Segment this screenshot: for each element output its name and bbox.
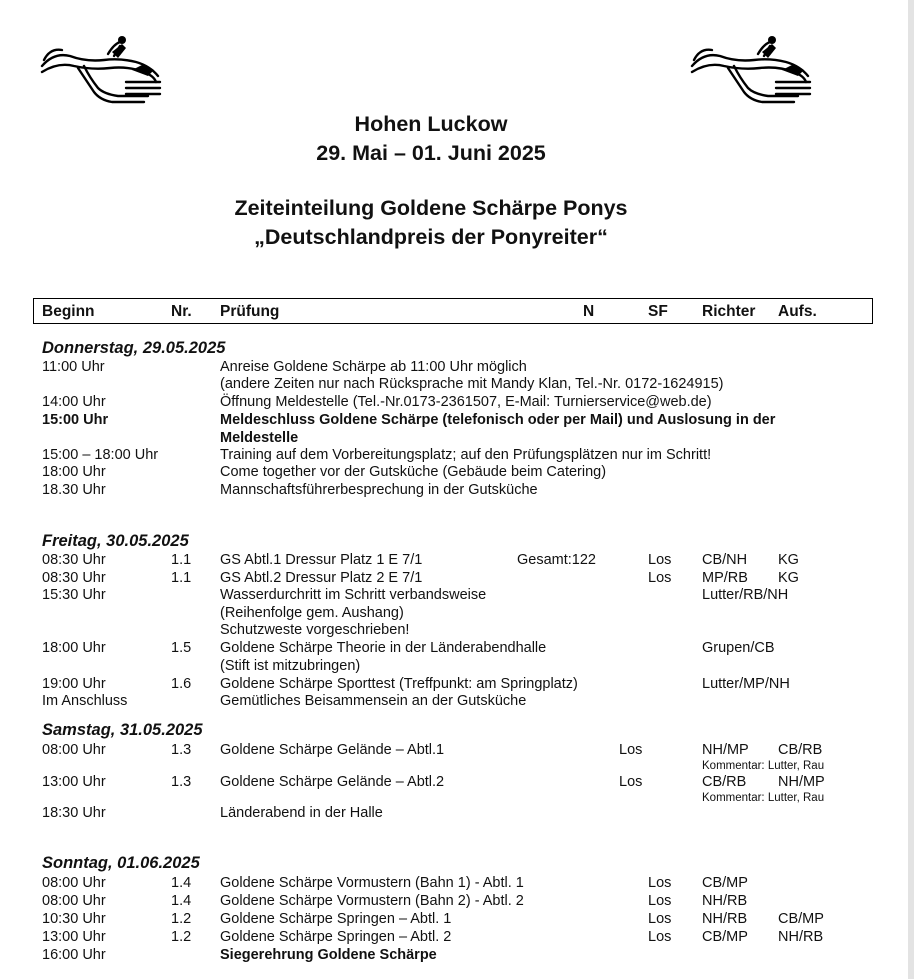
- row-aufs: NH/RB: [778, 929, 824, 945]
- row-time: 15:30 Uhr: [42, 587, 106, 603]
- row-aufs: KG: [778, 570, 799, 586]
- row-time: 15:00 – 18:00 Uhr: [42, 447, 159, 463]
- row-time: 18:00 Uhr: [42, 464, 106, 480]
- row-nr: 1.4: [171, 875, 192, 891]
- row-time: 08:30 Uhr: [42, 552, 106, 568]
- row-time: 18:30 Uhr: [42, 805, 106, 821]
- row-time: 10:30 Uhr: [42, 911, 106, 927]
- horse-jumper-logo-left: [40, 36, 162, 108]
- row-time: 18.30 Uhr: [42, 482, 106, 498]
- row-comment: Kommentar: Lutter, Rau: [702, 792, 825, 804]
- row-richter: CB/MP: [702, 929, 748, 945]
- event-dates: 29. Mai – 01. Juni 2025: [316, 141, 546, 165]
- row-richter: NH/RB: [702, 893, 748, 909]
- row-time: 13:00 Uhr: [42, 774, 106, 790]
- row-time: 14:00 Uhr: [42, 394, 106, 410]
- row-sf: Los: [648, 875, 672, 891]
- day-heading-thursday: Donnerstag, 29.05.2025: [42, 339, 226, 357]
- day-heading-saturday: Samstag, 31.05.2025: [42, 721, 203, 739]
- row-event: Öffnung Meldestelle (Tel.-Nr.0173-2361507, E-Mail: Turnierservice@web.de): [220, 394, 712, 410]
- row-nr: 1.1: [171, 552, 192, 568]
- row-time: 08:00 Uhr: [42, 893, 106, 909]
- window-edge: [908, 0, 914, 979]
- row-event: Come together vor der Gutsküche (Gebäude beim Catering): [220, 464, 607, 480]
- row-event-note: (andere Zeiten nur nach Rücksprache mit Mandy Klan, Tel.-Nr. 0172-1624915): [220, 376, 724, 392]
- col-pruefung: Prüfung: [220, 303, 280, 320]
- row-sf: Los: [648, 911, 672, 927]
- row-time: 19:00 Uhr: [42, 676, 106, 692]
- row-n: Gesamt:122: [517, 552, 596, 568]
- row-aufs: CB/RB: [778, 742, 823, 758]
- row-nr: 1.5: [171, 640, 192, 656]
- row-event: Länderabend in der Halle: [220, 805, 383, 821]
- col-beginn: Beginn: [42, 303, 95, 320]
- row-event: Training auf dem Vorbereitungsplatz; auf den Prüfungsplätzen nur im Schritt!: [220, 447, 712, 463]
- schedule-title: Zeiteinteilung Goldene Schärpe Ponys: [234, 196, 628, 220]
- row-richter: CB/RB: [702, 774, 747, 790]
- row-event: Anreise Goldene Schärpe ab 11:00 Uhr möglich: [220, 359, 527, 375]
- row-richter: Grupen/CB: [702, 640, 775, 656]
- row-event: Goldene Schärpe Gelände – Abtl.2: [220, 774, 445, 790]
- row-richter: CB/MP: [702, 875, 748, 891]
- row-time: 16:00 Uhr: [42, 947, 106, 963]
- row-sf: Los: [648, 929, 672, 945]
- row-richter: CB/NH: [702, 552, 748, 568]
- row-time: 15:00 Uhr: [42, 412, 109, 428]
- row-event: GS Abtl.1 Dressur Platz 1 E 7/1: [220, 552, 423, 568]
- col-richter: Richter: [702, 303, 756, 320]
- row-event-note: (Reihenfolge gem. Aushang): [220, 605, 404, 621]
- row-sf: Los: [648, 893, 672, 909]
- row-event: Mannschaftsführerbesprechung in der Gutsküche: [220, 482, 538, 498]
- row-sf: Los: [648, 552, 672, 568]
- col-n: N: [583, 303, 595, 320]
- row-time: 13:00 Uhr: [42, 929, 106, 945]
- row-nr: 1.3: [171, 774, 192, 790]
- row-comment: Kommentar: Lutter, Rau: [702, 760, 825, 772]
- row-event-note: Schutzweste vorgeschrieben!: [220, 622, 410, 638]
- schedule-subtitle: „Deutschlandpreis der Ponyreiter“: [254, 225, 608, 249]
- horse-jumper-logo-right: [690, 36, 812, 108]
- row-richter: Lutter/RB/NH: [702, 587, 789, 603]
- row-event: GS Abtl.2 Dressur Platz 2 E 7/1: [220, 570, 423, 586]
- row-event: Goldene Schärpe Theorie in der Länderabendhalle: [220, 640, 547, 656]
- row-event: Goldene Schärpe Springen – Abtl. 1: [220, 911, 452, 927]
- row-richter: Lutter/MP/NH: [702, 676, 790, 692]
- row-event-cont: Meldestelle: [220, 430, 299, 446]
- row-event: Goldene Schärpe Springen – Abtl. 2: [220, 929, 452, 945]
- row-sf: Los: [619, 774, 643, 790]
- row-time: 08:00 Uhr: [42, 742, 106, 758]
- day-heading-friday: Freitag, 30.05.2025: [42, 532, 189, 550]
- row-richter: MP/RB: [702, 570, 748, 586]
- row-sf: Los: [648, 570, 672, 586]
- row-richter: NH/RB: [702, 911, 748, 927]
- row-event: Goldene Schärpe Vormustern (Bahn 2) - Abtl. 2: [220, 893, 524, 909]
- row-nr: 1.2: [171, 911, 192, 927]
- col-aufs: Aufs.: [778, 303, 817, 320]
- day-heading-sunday: Sonntag, 01.06.2025: [42, 854, 200, 872]
- row-event-note: (Stift ist mitzubringen): [220, 658, 361, 674]
- row-time: 18:00 Uhr: [42, 640, 106, 656]
- row-event: Siegerehrung Goldene Schärpe: [220, 947, 437, 963]
- row-event: Meldeschluss Goldene Schärpe (telefonisch oder per Mail) und Auslosung in der: [220, 412, 776, 428]
- row-event: Goldene Schärpe Gelände – Abtl.1: [220, 742, 445, 758]
- row-nr: 1.3: [171, 742, 192, 758]
- row-nr: 1.1: [171, 570, 192, 586]
- row-event: Gemütliches Beisammensein an der Gutsküche: [220, 693, 527, 709]
- row-nr: 1.2: [171, 929, 192, 945]
- row-time: 08:00 Uhr: [42, 875, 106, 891]
- row-event: Goldene Schärpe Sporttest (Treffpunkt: am Springplatz): [220, 676, 578, 692]
- row-richter: NH/MP: [702, 742, 749, 758]
- col-nr: Nr.: [171, 303, 192, 320]
- row-time: Im Anschluss: [42, 693, 128, 709]
- row-aufs: KG: [778, 552, 799, 568]
- row-event: Wasserdurchritt im Schritt verbandsweise: [220, 587, 487, 603]
- col-sf: SF: [648, 303, 668, 320]
- row-nr: 1.4: [171, 893, 192, 909]
- row-time: 08:30 Uhr: [42, 570, 106, 586]
- row-event: Goldene Schärpe Vormustern (Bahn 1) - Abtl. 1: [220, 875, 524, 891]
- row-nr: 1.6: [171, 676, 192, 692]
- row-time: 11:00 Uhr: [42, 359, 105, 375]
- row-aufs: CB/MP: [778, 911, 824, 927]
- row-aufs: NH/MP: [778, 774, 825, 790]
- row-sf: Los: [619, 742, 643, 758]
- column-header-row: [33, 298, 873, 324]
- event-location: Hohen Luckow: [354, 112, 508, 136]
